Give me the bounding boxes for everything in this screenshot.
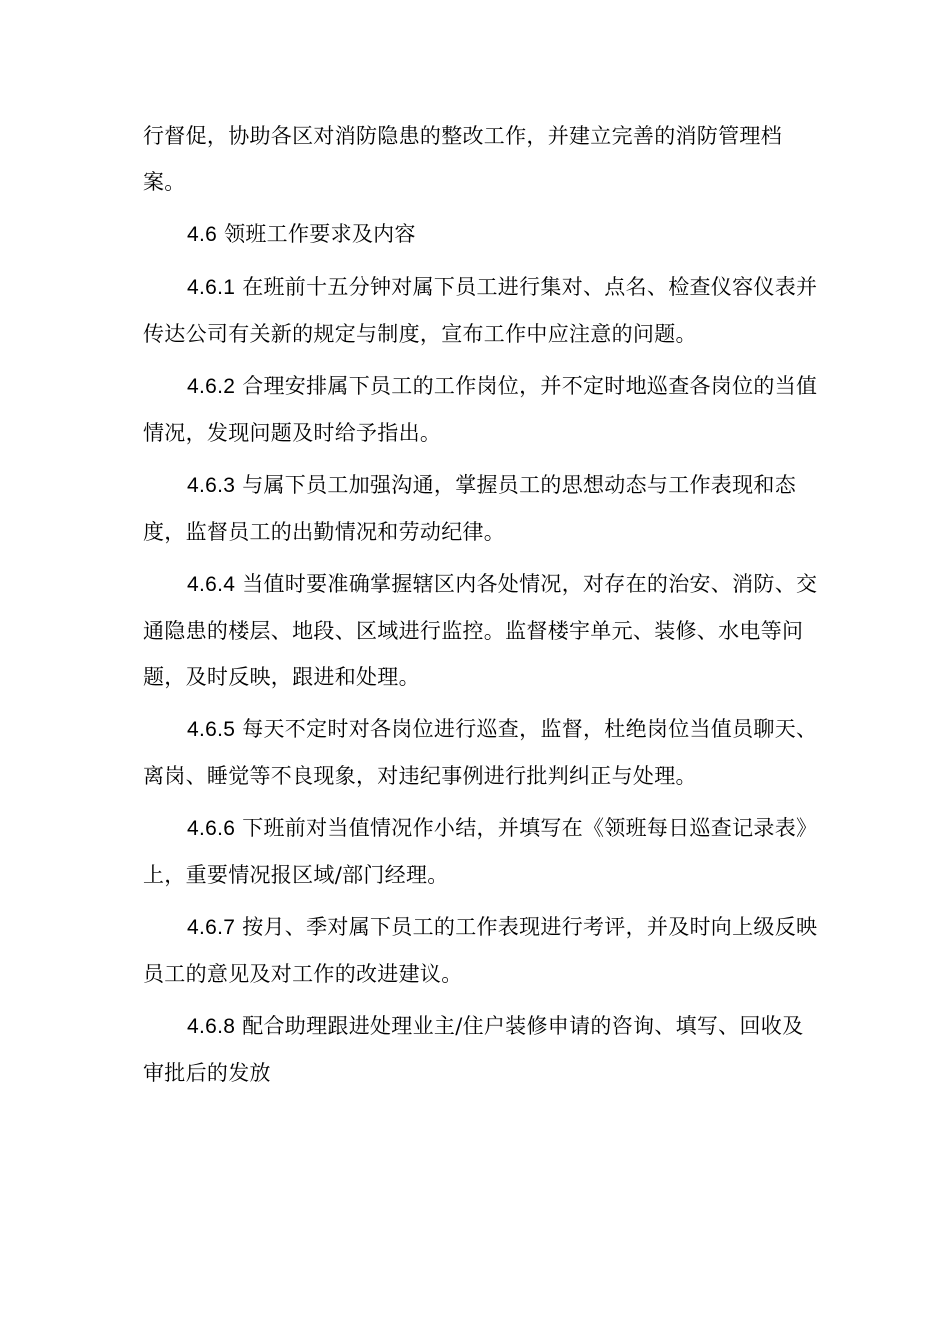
clause-text: 合理安排属下员工的工作岗位，并不定时地巡查各岗位的当值情况，发现问题及时给予指出。: [143, 374, 818, 445]
clause-text: 当值时要准确掌握辖区内各处情况，对存在的治安、消防、交通隐患的楼层、地段、区域进行监控。监督楼宇单元、装修、水电等问题，及时反映，跟进和处理。: [143, 572, 818, 689]
clause-text: 配合助理跟进处理业主/住户装修申请的咨询、填写、回收及审批后的发放: [143, 1014, 804, 1085]
clause-text: 按月、季对属下员工的工作表现进行考评，并及时向上级反映员工的意见及对工作的改进建议。: [143, 915, 818, 986]
paragraph-text: 行督促，协助各区对消防隐患的整改工作，并建立完善的消防管理档案。: [143, 124, 782, 194]
clause-text: 每天不定时对各岗位进行巡查，监督，杜绝岗位当值员聊天、离岗、睡觉等不良现象，对违纪事例进行批判纠正与处理。: [143, 717, 818, 788]
document-body: [143, 113, 823, 1102]
paragraph-continuation: [143, 113, 823, 205]
section-heading-4-6: [143, 211, 823, 258]
clause-text: 在班前十五分钟对属下员工进行集对、点名、检查仪容仪表并传达公司有关新的规定与制度，宣布工作中应注意的问题。: [143, 275, 818, 346]
clause-4-6-2: [143, 363, 823, 456]
clause-number: 4.6.2: [187, 375, 236, 398]
clause-4-6-1: [143, 264, 823, 357]
clause-4-6-4: [143, 561, 823, 700]
clause-number: 4.6.6: [187, 817, 236, 840]
clause-text: 与属下员工加强沟通，掌握员工的思想动态与工作表现和态度，监督员工的出勤情况和劳动纪律。: [143, 473, 796, 544]
clause-number: 4.6.5: [187, 718, 236, 741]
clause-number: 4.6.1: [187, 276, 236, 299]
clause-number: 4.6.3: [187, 474, 236, 497]
clause-text: 下班前对当值情况作小结，并填写在《领班每日巡查记录表》上，重要情况报区域/部门经理。: [143, 816, 818, 887]
section-number: 4.6: [187, 223, 218, 246]
section-title: 领班工作要求及内容: [217, 222, 416, 246]
clause-number: 4.6.7: [187, 916, 236, 939]
clause-4-6-3: [143, 462, 823, 555]
clause-4-6-6: [143, 805, 823, 898]
clause-number: 4.6.4: [187, 573, 236, 596]
clause-4-6-5: [143, 706, 823, 799]
clause-number: 4.6.8: [187, 1015, 236, 1038]
clause-4-6-8: [143, 1003, 823, 1096]
clause-4-6-7: [143, 904, 823, 997]
